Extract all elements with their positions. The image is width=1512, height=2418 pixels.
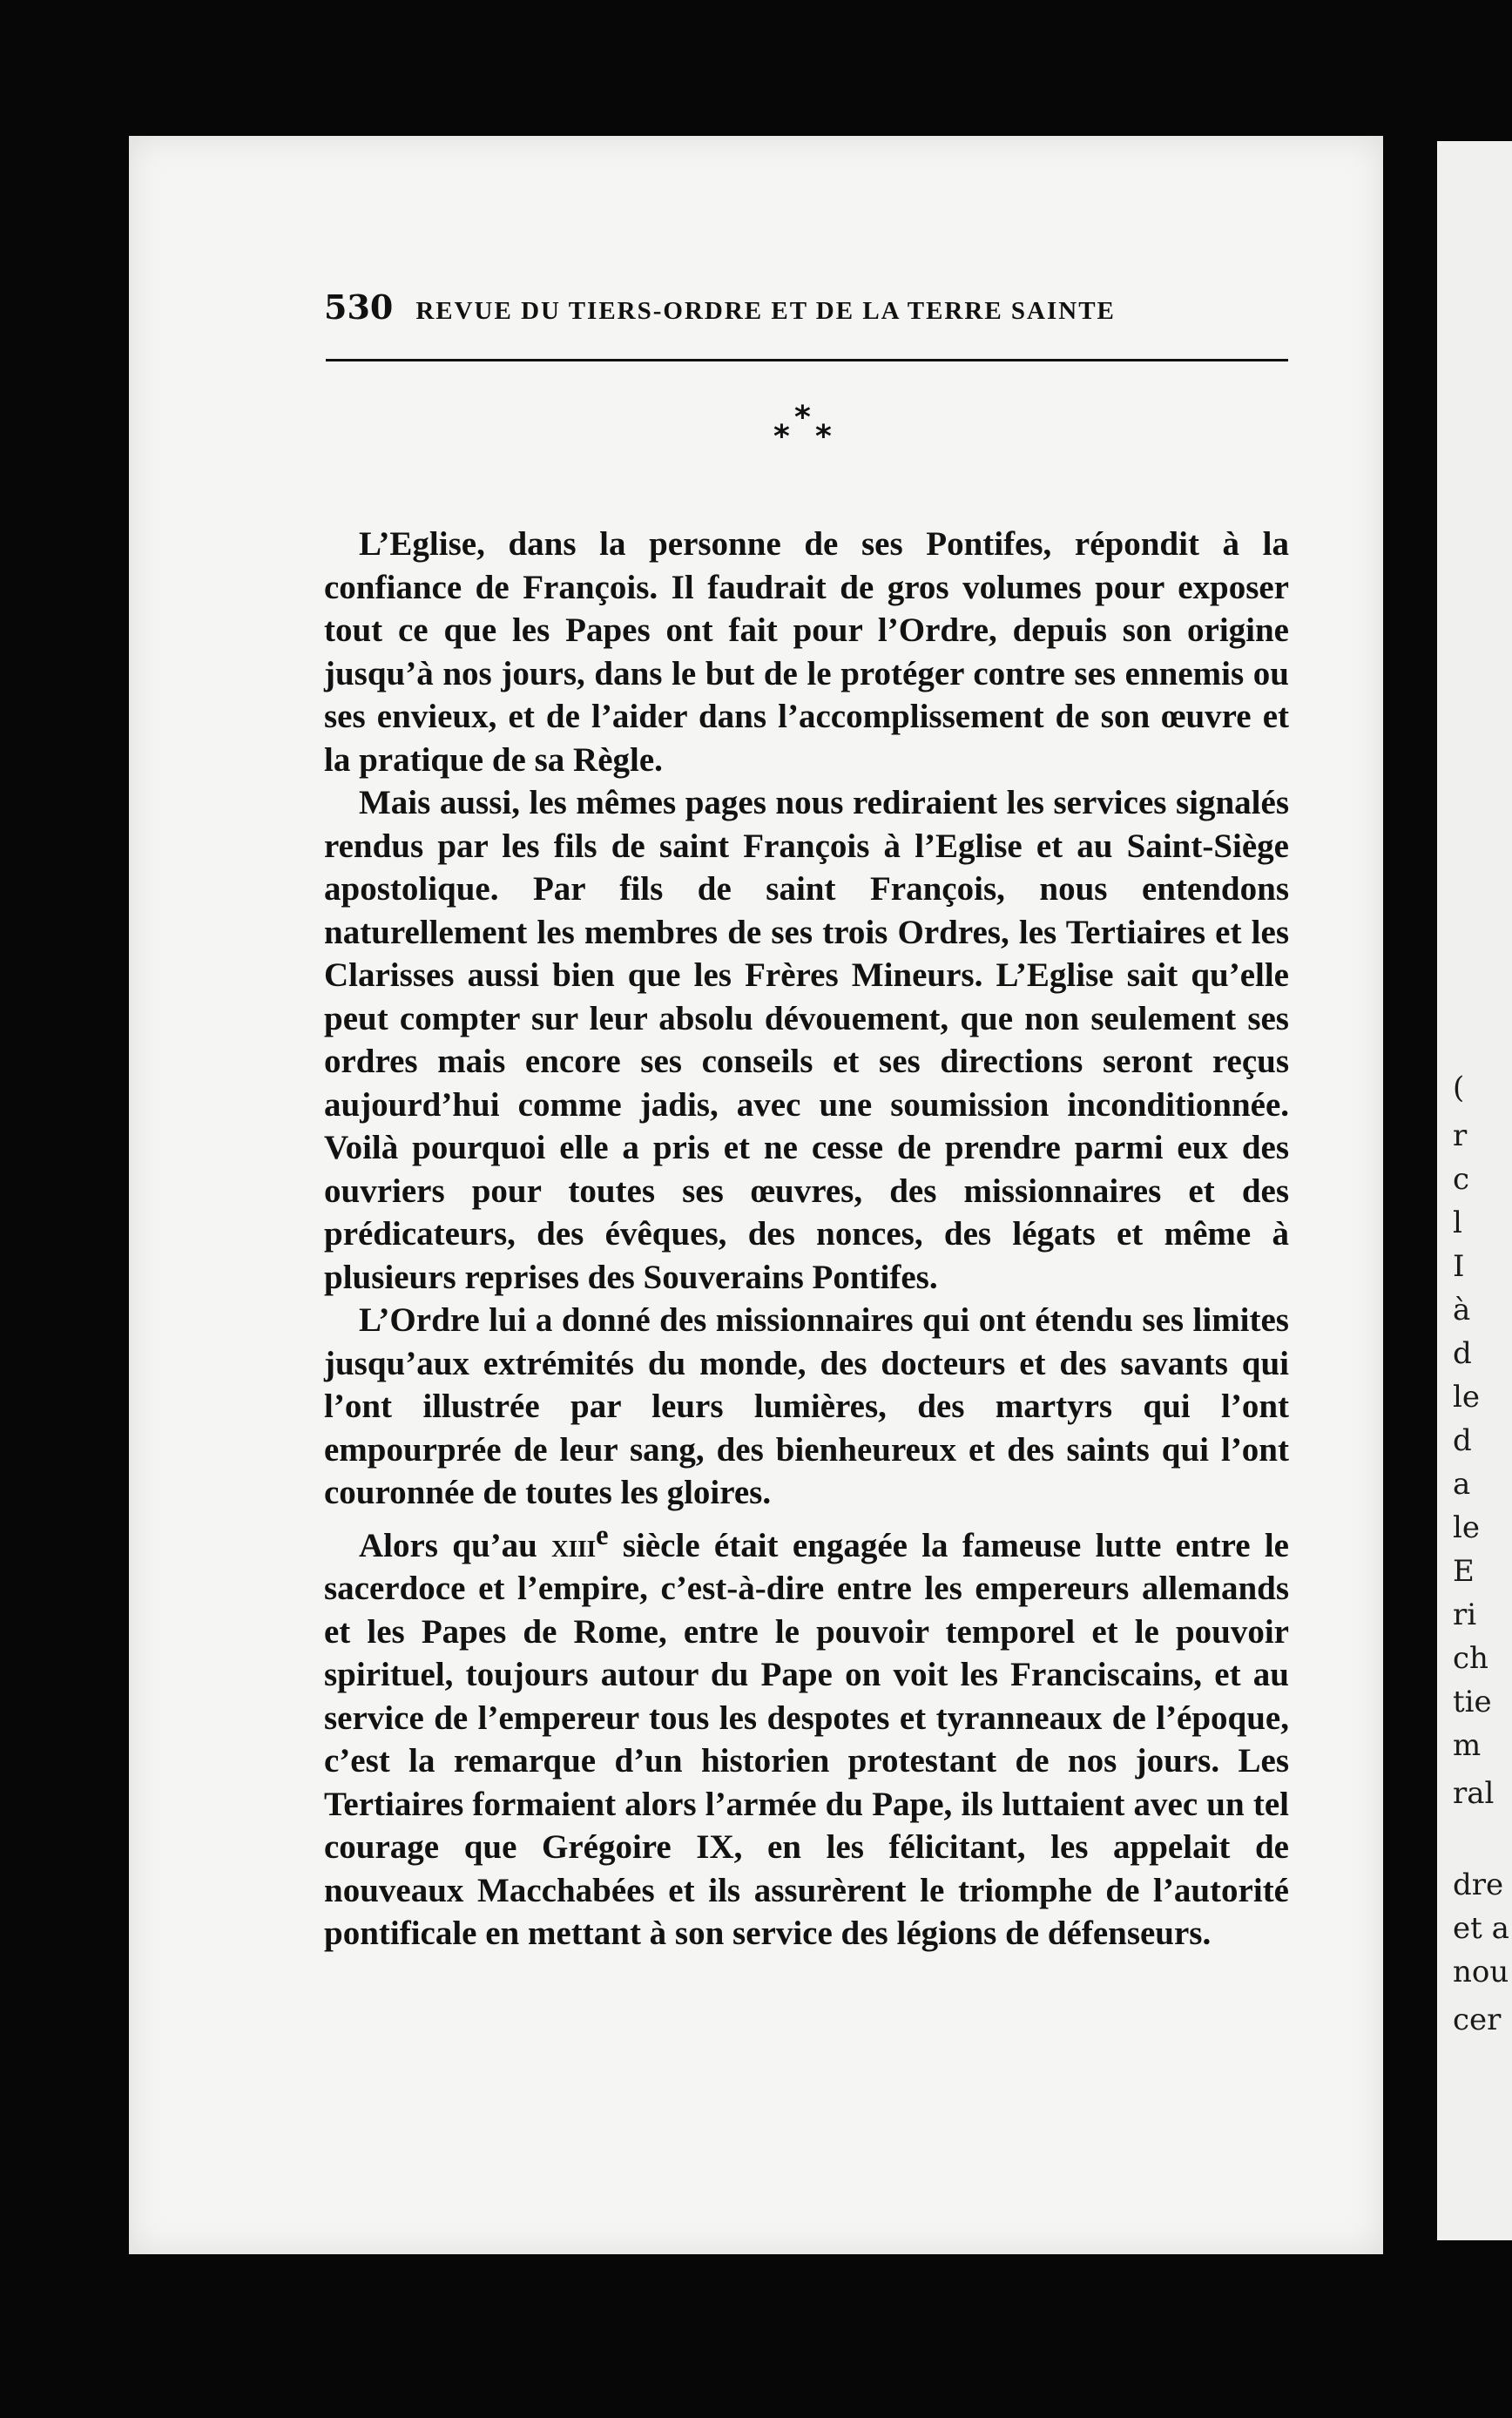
header-rule <box>326 359 1288 361</box>
adjacent-page-fragment: et a <box>1453 1911 1509 1946</box>
paragraph: Mais aussi, les mêmes pages nous rediraient les services signalés rendus par les fils de saint François à l’Eglise et au Saint-Siège apostolique. Par fils de saint François, nous entendons naturellement les membres de ses trois Ordres, les Tertiaires et les Clarisses aussi bien que les Frères Mineurs. L’Eglise sait qu’elle peut compter sur leur absolu dévouement, que non seulement ses ordres mais encore ses conseils et ses directions seront reçus aujourd’hui comme jadis, avec une soumission inconditionnée. Voilà pourquoi elle a pris et ne cesse de prendre parmi eux des ouvriers pour toutes ses œuvres, des missionnaires et des prédicateurs, des évêques, des nonces, des légats et même à plusieurs reprises des Souverains Pontifes. <box>324 784 1289 1296</box>
adjacent-page-fragment: c <box>1453 1162 1470 1197</box>
asterism-star: * <box>773 419 790 455</box>
adjacent-page-fragment: ch <box>1453 1641 1488 1676</box>
paragraph: L’Ordre lui a donné des missionnaires qui ont étendu ses limites jusqu’aux extrémités du monde, des docteurs et des savants qui l’ont illustrée par leurs lumières, des martyrs qui l’ont empourprée de leur sang, des bienheureux et des saints qui l’ont couronnée de toutes les gloires. <box>324 1301 1289 1511</box>
running-title: REVUE DU TIERS-ORDRE ET DE LA TERRE SAINTE <box>415 297 1116 325</box>
adjacent-page-fragment: d <box>1453 1423 1472 1458</box>
adjacent-page <box>1437 141 1512 2240</box>
body-text <box>324 523 1289 1955</box>
page-header <box>324 287 1282 340</box>
adjacent-page-fragment: dre <box>1453 1868 1504 1902</box>
century-numeral: xiii <box>551 1526 597 1564</box>
asterism-star: * <box>794 400 811 436</box>
paragraph-text: Alors qu’au <box>359 1526 552 1564</box>
adjacent-page-fragment: tie <box>1453 1685 1492 1719</box>
asterism-star: * <box>815 419 832 455</box>
adjacent-page-fragment: ri <box>1453 1597 1477 1632</box>
adjacent-page-fragment: cer <box>1453 2003 1502 2037</box>
adjacent-page-fragment: r <box>1453 1118 1468 1153</box>
adjacent-page-fragment: ( <box>1453 1071 1465 1105</box>
adjacent-page-fragment: à <box>1453 1293 1471 1327</box>
ordinal-suffix: e <box>596 1519 609 1551</box>
adjacent-page-fragment: a <box>1453 1467 1471 1502</box>
paragraph <box>324 1515 1289 1955</box>
adjacent-page-fragment: ral <box>1453 1776 1495 1811</box>
adjacent-page-fragment: le <box>1453 1510 1480 1545</box>
adjacent-page-fragment: le <box>1453 1380 1480 1415</box>
adjacent-page-fragment: nou <box>1453 1955 1509 1989</box>
paragraph: L’Eglise, dans la personne de ses Pontifes, répondit à la confiance de François. Il faudrait de gros volumes pour exposer tout ce que les Papes ont fait pour l’Ordre, depuis son origine jusqu’à nos jours, dans le but de le protéger contre ses ennemis ou ses envieux, et de l’aider dans l’accomplissement de son œuvre et la pratique de sa Règle. <box>324 525 1289 779</box>
paragraph-text: siècle était engagée la fameuse lutte entre le sacerdoce et l’empire, c’est-à-dire entre les empereurs allemands et les Papes de Rome, entre le pouvoir temporel et le pouvoir spirituel, toujours autour du Pape on voit les Franciscains, et au service de l’empereur tous les despotes et tyranneaux de l’époque, c’est la remarque d’un historien protestant de nos jours. Les Tertiaires formaient alors l’armée du Pape, ils luttaient avec un tel courage que Grégoire IX, en les félicitant, les appelait de nouveaux Macchabées et ils assurèrent le triomphe de l’autorité pontificale en mettant à son service des légions de défenseurs. <box>324 1526 1289 1952</box>
adjacent-page-fragment: m <box>1453 1728 1482 1763</box>
adjacent-page-fragment: l <box>1453 1206 1462 1240</box>
adjacent-page-fragment: d <box>1453 1336 1472 1371</box>
page-number: 530 <box>324 287 394 327</box>
adjacent-page-fragment: E <box>1453 1554 1475 1589</box>
adjacent-page-fragment: I <box>1453 1249 1465 1284</box>
asterism-separator <box>766 402 845 463</box>
